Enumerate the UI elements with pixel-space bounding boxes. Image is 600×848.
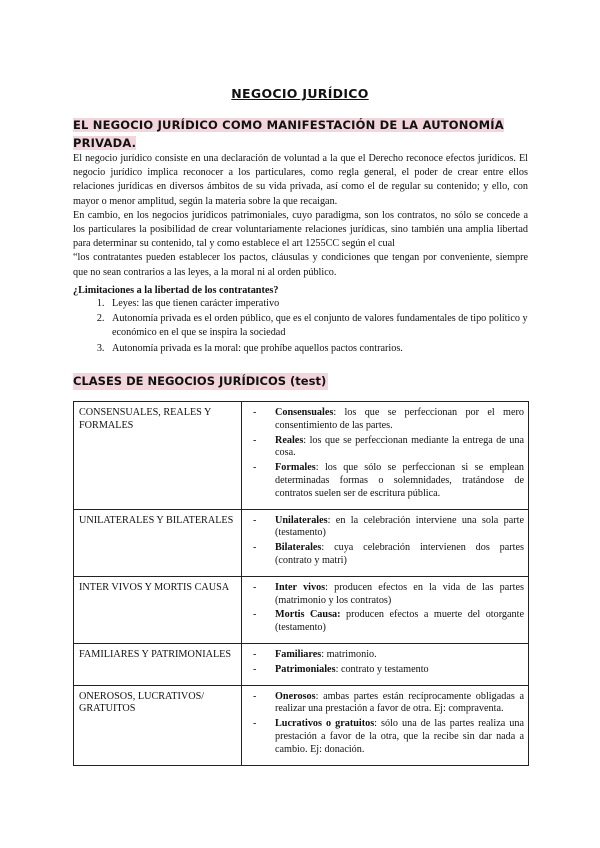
- classes-table: [73, 401, 529, 766]
- class-name-cell: UNILATERALES Y BILATERALES: [74, 509, 242, 576]
- section-body: [73, 152, 528, 280]
- list-item: [275, 664, 524, 677]
- list-item: [275, 649, 524, 662]
- class-items-list: [247, 691, 524, 757]
- class-description-cell: [242, 685, 529, 765]
- class-term: Inter vivos: [275, 581, 326, 593]
- section-heading-line-1: EL NEGOCIO JURÍDICO COMO MANIFESTACIÓN DE LA AUTONOMÍA: [73, 118, 504, 132]
- class-items-list: [247, 649, 524, 677]
- class-description-cell: [242, 402, 529, 510]
- class-term: Mortis Causa:: [275, 609, 341, 621]
- list-item: [275, 542, 524, 568]
- document-title: NEGOCIO JURÍDICO: [231, 86, 369, 101]
- class-term: Patrimoniales: [275, 663, 336, 675]
- table-row: [74, 643, 529, 685]
- list-item: 2. Autonomía privada es el orden público, que es el conjunto de valores fundamentales de tipo político y económico en el que se inspira la sociedad: [107, 312, 547, 340]
- class-description-cell: [242, 643, 529, 685]
- class-term: Formales: [275, 462, 316, 474]
- list-item: 1. Leyes: las que tienen carácter imperativo: [107, 297, 547, 311]
- paragraph-quote-1255cc: “los contratantes pueden establecer los pactos, cláusulas y condiciones que tengan por conveniente, siempre que no sean contrarios a las leyes, a la moral ni al orden público.: [73, 252, 528, 278]
- class-term-description: : cuya celebración intervienen dos partes (contrato y matri): [275, 542, 524, 566]
- list-item: [275, 407, 524, 433]
- class-term: Familiares: [275, 648, 322, 660]
- class-items-list: [247, 515, 524, 568]
- class-term-description: : matrimonio.: [321, 648, 377, 660]
- table-row: [74, 576, 529, 643]
- class-term-description: : sólo una de las partes realiza una prestación a favor de la otra, que la recibe sin dar nada a cambio. Ej: donación.: [275, 718, 524, 755]
- limitations-list: [73, 297, 547, 357]
- class-name-cell: ONEROSOS, LUCRATIVOS/ GRATUITOS: [74, 685, 242, 765]
- table-row: [74, 509, 529, 576]
- class-description-cell: [242, 576, 529, 643]
- list-item: [275, 462, 524, 500]
- class-name-cell: CONSENSUALES, REALES Y FORMALES: [74, 402, 242, 510]
- list-item: [275, 582, 524, 608]
- list-item: [275, 435, 524, 461]
- class-term: Consensuales: [275, 407, 334, 418]
- limitations-question: ¿Limitaciones a la libertad de los contratantes?: [73, 285, 279, 296]
- list-item: [275, 691, 524, 717]
- class-description-cell: [242, 509, 529, 576]
- class-term-description: : ambas partes están recíprocamente obligadas a realizar una prestación a favor de otra. Ej: compraventa.: [275, 690, 524, 715]
- section-heading-clases: CLASES DE NEGOCIOS JURÍDICOS (test): [73, 374, 327, 388]
- list-item: [275, 609, 524, 635]
- table-row: [74, 402, 529, 510]
- list-item: [275, 718, 524, 756]
- class-term: Bilaterales: [275, 542, 322, 554]
- paragraph-definition: El negocio jurídico consiste en una declaración de voluntad a la que el Derecho reconoce efectos jurídicos. El negocio jurídico implica reconocer a los particulares, como regla general, el poder de crear entre ellos relaciones jurídicas en diversos ámbitos de su vida privada, así como el de regular su contenido; y ello, con mayor o menor amplitud, según la materia sobre la que recaigan.: [73, 153, 528, 207]
- class-name-cell: INTER VIVOS Y MORTIS CAUSA: [74, 576, 242, 643]
- list-item: 3. Autonomía privada es la moral: que prohíbe aquellos pactos contrarios.: [107, 342, 547, 356]
- class-term-description: producen efectos a muerte del otorgante (testamento): [275, 609, 524, 634]
- section-heading-autonomia: [73, 116, 528, 152]
- table-row: [74, 685, 529, 765]
- class-term: Reales: [275, 434, 304, 446]
- class-term-description: : los que se perfeccionan mediante la entrega de una cosa.: [275, 434, 524, 459]
- section-heading-line-2: PRIVADA.: [73, 136, 137, 150]
- class-term: Unilaterales: [275, 514, 328, 526]
- list-item: [275, 515, 524, 541]
- class-term: Onerosos: [275, 690, 316, 702]
- class-items-list: [247, 407, 524, 501]
- class-name-cell: FAMILIARES Y PATRIMONIALES: [74, 643, 242, 685]
- class-items-list: [247, 582, 524, 635]
- class-term: Lucrativos o gratuitos: [275, 718, 375, 730]
- class-term-description: : producen efectos en la vida de las partes (matrimonio y los contratos): [275, 581, 524, 606]
- class-term-description: : contrato y testamento: [335, 663, 429, 675]
- paragraph-patrimoniales: En cambio, en los negocios jurídicos patrimoniales, cuyo paradigma, son los contratos, no sólo se concede a los particulares la posibilidad de crear voluntariamente relaciones jurídicas, sino también una amplia libertad para determinar su contenido, tal y como establece el art 1255CC según el cual: [73, 209, 528, 250]
- class-term-description: : los que sólo se perfeccionan si se emplean determinadas formas o solemnidades, tratándose de contratos suelen ser de escritura pública.: [275, 462, 524, 499]
- class-term-description: : en la celebración interviene una sola parte (testamento): [275, 514, 524, 539]
- class-term-description: : los que se perfeccionan por el mero consentimiento de las partes.: [275, 407, 524, 431]
